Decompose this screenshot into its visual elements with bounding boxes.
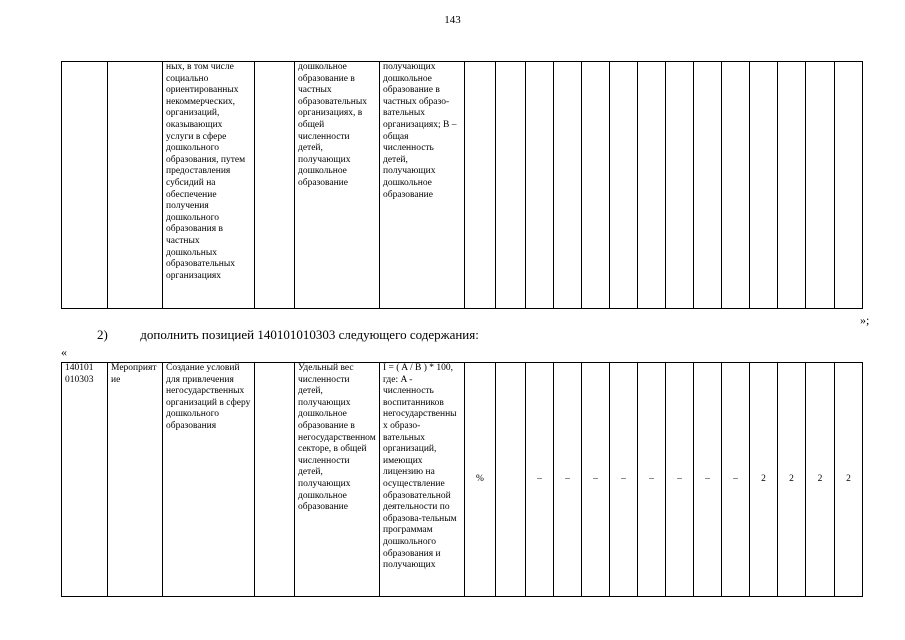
cell-empty <box>255 62 295 309</box>
cell-value <box>554 62 582 309</box>
instruction-number: 2) <box>97 327 108 342</box>
cell-value: 2 <box>835 363 863 597</box>
cell-value: – <box>526 363 554 597</box>
cell-value: – <box>666 363 694 597</box>
cell-unit <box>465 62 496 309</box>
cell-value <box>694 62 722 309</box>
amendment-instruction <box>97 327 479 343</box>
cell-value <box>582 62 610 309</box>
table-continuation <box>61 61 863 309</box>
cell-value: – <box>582 363 610 597</box>
cell-value <box>638 62 666 309</box>
cell-value: 2 <box>778 363 806 597</box>
cell-value <box>666 62 694 309</box>
cell-indicator: Удельный вес численности детей, получающих дошкольное образование в негосударственном секторе, в общей численности детей, получающих дошкольное образование <box>295 363 380 597</box>
table-new-position <box>61 362 863 597</box>
cell-value: – <box>638 363 666 597</box>
cell-value <box>778 62 806 309</box>
cell-code: 140101 010303 <box>62 363 108 597</box>
page-number: 143 <box>444 14 461 26</box>
cell-value <box>610 62 638 309</box>
cell-value <box>750 62 778 309</box>
cell-formula: I = ( A / B ) * 100, где: A - численность воспитанников негосударственных образо-вательных организаций, имеющих лицензию на осуществление образовательной деятельности по образова-тельным программам дошкольного образования и получающих <box>380 363 465 597</box>
cell-type: Мероприятие <box>108 363 163 597</box>
cell-value: – <box>694 363 722 597</box>
cell-empty <box>255 363 295 597</box>
cell-type <box>108 62 163 309</box>
cell-value <box>496 363 526 597</box>
cell-value: 2 <box>806 363 835 597</box>
cell-formula: получающих дошкольное образование в частных образо-вательных организациях; В – общая численность детей, получающих дошкольное образование <box>380 62 465 309</box>
cell-value <box>835 62 863 309</box>
cell-code <box>62 62 108 309</box>
cell-value <box>722 62 750 309</box>
cell-value: – <box>554 363 582 597</box>
opening-quote: « <box>61 345 67 359</box>
cell-unit: % <box>465 363 496 597</box>
table-row <box>62 363 863 597</box>
cell-value: – <box>722 363 750 597</box>
table-row <box>62 62 863 309</box>
instruction-text: дополнить позицией 140101010303 следующего содержания: <box>140 327 479 342</box>
cell-value <box>496 62 526 309</box>
cell-value <box>806 62 835 309</box>
cell-value <box>526 62 554 309</box>
cell-name: ных, в том числе социально ориентированных некоммерческих, организаций, оказывающих услуги в сфере дошкольного образования, путем предоставления субсидий на обеспечение получения дошкольного образования в частных дошкольных образовательных организациях <box>163 62 255 309</box>
cell-indicator: дошкольное образование в частных образовательных организациях, в общей численности детей, получающих дошкольное образование <box>295 62 380 309</box>
cell-value: 2 <box>750 363 778 597</box>
cell-value: – <box>610 363 638 597</box>
cell-name: Создание условий для привлечения негосударственных организаций в сферу дошкольного образования <box>163 363 255 597</box>
closing-quote: »; <box>860 313 870 327</box>
